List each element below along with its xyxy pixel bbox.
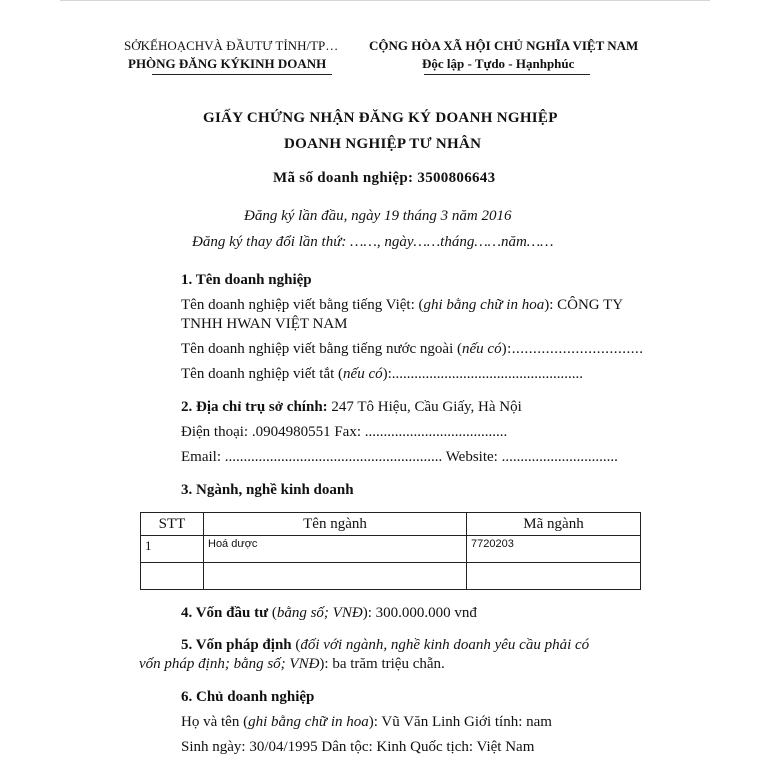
investment-note: bằng số; VNĐ	[276, 605, 363, 621]
section-6-heading: 6. Chủ doanh nghiệp	[181, 689, 315, 705]
foreign-name-label: Tên doanh nghiệp viết bằng tiếng nước ngoài (	[181, 341, 462, 357]
section-3-heading: 3. Ngành, nghề kinh doanh	[181, 482, 354, 498]
table-row	[141, 536, 641, 563]
section-5-heading: 5. Vốn pháp định	[181, 637, 292, 653]
row-2-stt	[141, 563, 204, 590]
first-registration: Đăng ký lần đầu, ngày 19 tháng 3 năm 2016	[244, 208, 512, 224]
nation-line-1: CỘNG HÒA XÃ HỘI CHỦ NGHĨA VIỆT NAM	[369, 38, 639, 53]
row-2-code	[467, 563, 641, 590]
short-name-line	[181, 366, 583, 383]
row-1-stt: 1	[141, 536, 204, 563]
enterprise-code	[273, 170, 495, 187]
col-stt: STT	[141, 513, 204, 536]
enterprise-code-label: Mã số doanh nghiệp:	[273, 170, 414, 186]
legal-capital-line-2	[139, 656, 445, 673]
owner-name-label: Họ và tên (	[181, 714, 249, 730]
phone-fax-line: Điện thoại: .0904980551 Fax: ......................................	[181, 424, 508, 440]
change-registration: Đăng ký thay đổi lần thứ: ……, ngày……tháng……năm……	[192, 234, 554, 250]
owner-name-line	[181, 714, 552, 731]
short-name-note: nếu có	[343, 366, 383, 382]
short-name-blank: ):...................................................	[382, 366, 584, 382]
section-2-heading: 2. Địa chỉ trụ sở chính:	[181, 399, 328, 415]
nation-line-2: Độc lập - Tựdo - Hạnhphúc	[422, 56, 575, 71]
legal-capital-line: 5. Vốn pháp định (đối với ngành, nghề kinh doanh yêu cầu phải có	[181, 637, 590, 653]
vn-name-value-line2: TNHH HWAN VIỆT NAM	[181, 316, 348, 332]
address-value: 247 Tô Hiệu, Cầu Giấy, Hà Nội	[327, 399, 522, 415]
legal-capital-note-2: vốn pháp định; bằng số; VNĐ	[139, 656, 320, 672]
row-1-name: Hoá dược	[204, 536, 467, 563]
col-code: Mã ngành	[467, 513, 641, 536]
legal-capital-value: ): ba trăm triệu chẵn.	[319, 656, 445, 672]
owner-birth-line: Sinh ngày: 30/04/1995 Dân tộc: Kinh Quốc tịch: Việt Nam	[181, 739, 535, 755]
agency-underline	[152, 74, 332, 75]
owner-name-note: ghi bằng chữ in hoa	[248, 714, 369, 730]
investment-line: 4. Vốn đầu tư (bằng số; VNĐ): 300.000.000 vnđ	[181, 605, 477, 621]
business-lines-table	[140, 512, 641, 590]
vn-name-label: Tên doanh nghiệp viết bằng tiếng Việt: (	[181, 297, 424, 313]
vn-name-value: ): CÔNG TY	[544, 297, 624, 313]
email-website-line: Email: .......................................................... Website: ...............................	[181, 449, 618, 465]
agency-line-1: SỞKẾHOẠCHVÀ ĐẦUTƯ TỈNH/TP…	[124, 38, 339, 53]
vn-name-note: ghi bằng chữ in hoa	[423, 297, 545, 313]
top-border	[60, 0, 710, 1]
agency-line-2: PHÒNG ĐĂNG KÝKINH DOANH	[128, 56, 327, 71]
foreign-name-line	[181, 341, 644, 358]
row-1-code: 7720203	[467, 536, 641, 563]
row-2-name	[204, 563, 467, 590]
document-title: GIẤY CHỨNG NHẬN ĐĂNG KÝ DOANH NGHIỆP	[203, 110, 558, 126]
address-line	[181, 399, 522, 416]
document-subtitle: DOANH NGHIỆP TƯ NHÂN	[284, 136, 482, 152]
enterprise-code-value: 3500806643	[417, 170, 496, 186]
owner-name-value: ): Vũ Văn Linh Giới tính: nam	[368, 714, 552, 730]
section-1-heading: 1. Tên doanh nghiệp	[181, 272, 312, 288]
short-name-label: Tên doanh nghiệp viết tắt (	[181, 366, 344, 382]
foreign-name-blank: ):...............................	[501, 341, 644, 357]
vn-name-line	[181, 297, 623, 314]
section-4-heading: 4. Vốn đầu tư	[181, 605, 269, 621]
legal-capital-note-1: đối với ngành, nghề kinh doanh yêu cầu phải có	[300, 637, 590, 653]
col-name: Tên ngành	[204, 513, 467, 536]
table-header-row	[141, 513, 641, 536]
investment-value: : 300.000.000 vnđ	[367, 605, 477, 621]
motto-underline	[424, 74, 590, 75]
foreign-name-note: nếu có	[462, 341, 502, 357]
table-row	[141, 563, 641, 590]
